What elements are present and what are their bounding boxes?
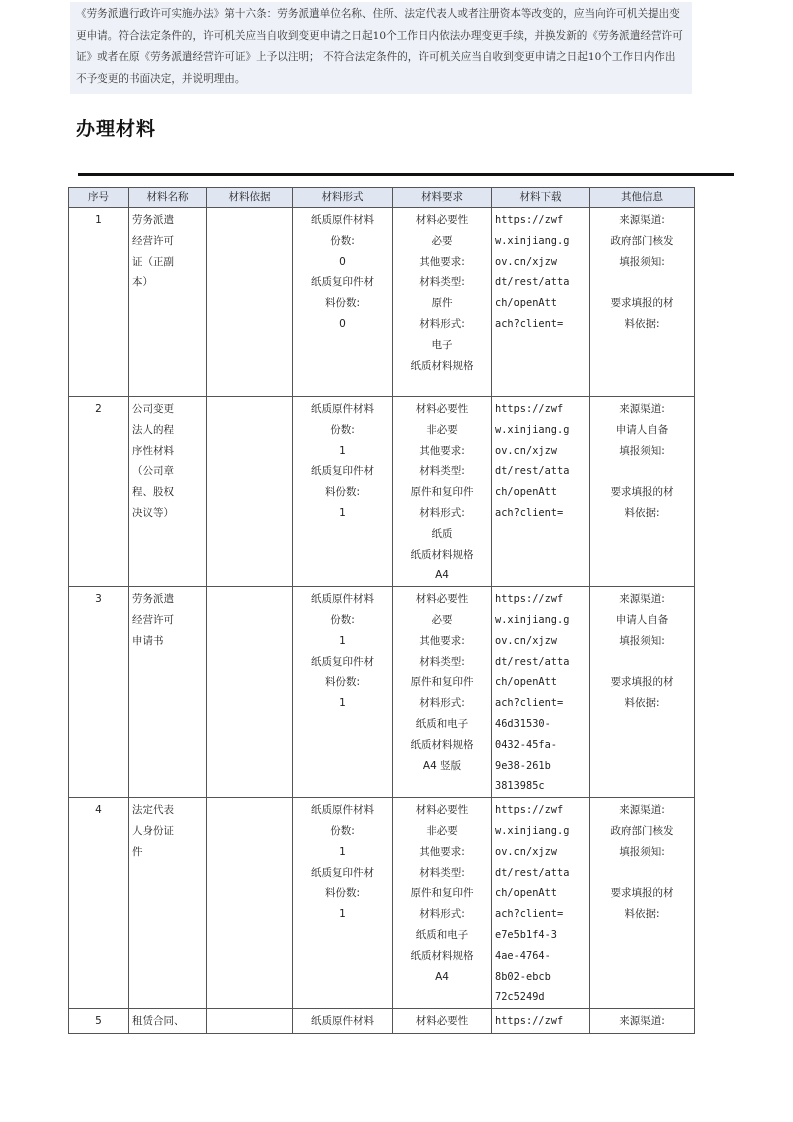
- row-requirement: 材料必要性: [393, 1009, 492, 1034]
- row-form: 纸质原件材料 份数: 1 纸质复印件材 料份数: 1: [293, 798, 393, 1009]
- row-requirement: 材料必要性 必要 其他要求: 材料类型: 原件 材料形式: 电子 纸质材料规格: [393, 208, 492, 397]
- header-form: 材料形式: [293, 188, 393, 208]
- row-other-info: 来源渠道: 申请人自备 填报须知: 要求填报的材 料依据:: [590, 587, 695, 798]
- row-seq: 2: [69, 397, 129, 587]
- header-download: 材料下载: [492, 188, 590, 208]
- table-row: [69, 208, 695, 397]
- row-material-name: 劳务派遣 经营许可 证（正副 本）: [129, 208, 207, 397]
- row-requirement: 材料必要性 非必要 其他要求: 材料类型: 原件和复印件 材料形式: 纸质和电子 纸质材料规格 A4: [393, 798, 492, 1009]
- header-other: 其他信息: [590, 188, 695, 208]
- row-material-name: 法定代表 人身份证 件: [129, 798, 207, 1009]
- row-material-name: 劳务派遣 经营许可 申请书: [129, 587, 207, 798]
- row-other-info: 来源渠道: 申请人自备 填报须知: 要求填报的材 料依据:: [590, 397, 695, 587]
- row-other-info: 来源渠道: 政府部门核发 填报须知: 要求填报的材 料依据:: [590, 798, 695, 1009]
- row-other-info: 来源渠道: 政府部门核发 填报须知: 要求填报的材 料依据:: [590, 208, 695, 397]
- header-name: 材料名称: [129, 188, 207, 208]
- row-download-link[interactable]: https://zwf w.xinjiang.g ov.cn/xjzw dt/rest/atta ch/openAtt ach?client= e7e5b1f4-3 4ae-4764- 8b02-ebcb 72c5249d: [492, 798, 590, 1009]
- row-form: 纸质原件材料 份数: 1 纸质复印件材 料份数: 1: [293, 587, 393, 798]
- row-basis: [207, 397, 293, 587]
- row-download-link[interactable]: https://zwf: [492, 1009, 590, 1034]
- row-basis: [207, 208, 293, 397]
- section-title: 办理材料: [76, 118, 157, 140]
- row-seq: 4: [69, 798, 129, 1009]
- table-row: [69, 798, 695, 1009]
- row-download-link[interactable]: https://zwf w.xinjiang.g ov.cn/xjzw dt/rest/atta ch/openAtt ach?client=: [492, 397, 590, 587]
- table-row: [69, 587, 695, 798]
- row-form: 纸质原件材料 份数: 0 纸质复印件材 料份数: 0: [293, 208, 393, 397]
- row-seq: 3: [69, 587, 129, 798]
- row-basis: [207, 1009, 293, 1034]
- legal-basis-text: 《劳务派遣行政许可实施办法》第十六条：劳务派遣单位名称、住所、法定代表人或者注册资本等改变的，应当向许可机关提出变更申请。符合法定条件的，许可机关应当自收到变更申请之日起10个工作日内依法办理变更手续，并换发新的《劳务派遣经营许可证》或者在原《劳务派遣经营许可证》上予以注明； 不符合法定条件的，许可机关应当自收到变更申请之日起10个工作日内作出不予变更的书面决定，并说明理由。: [70, 2, 692, 94]
- row-basis: [207, 587, 293, 798]
- row-other-info: 来源渠道:: [590, 1009, 695, 1034]
- row-seq: 5: [69, 1009, 129, 1034]
- table-row: [69, 397, 695, 587]
- section-divider: [78, 173, 734, 176]
- row-seq: 1: [69, 208, 129, 397]
- row-form: 纸质原件材料 份数: 1 纸质复印件材 料份数: 1: [293, 397, 393, 587]
- row-material-name: 租赁合同、: [129, 1009, 207, 1034]
- row-requirement: 材料必要性 非必要 其他要求: 材料类型: 原件和复印件 材料形式: 纸质 纸质材料规格 A4: [393, 397, 492, 587]
- table-row: [69, 1009, 695, 1034]
- row-download-link[interactable]: https://zwf w.xinjiang.g ov.cn/xjzw dt/rest/atta ch/openAtt ach?client= 46d31530- 0432-45fa- 9e38-261b 3813985c: [492, 587, 590, 798]
- row-requirement: 材料必要性 必要 其他要求: 材料类型: 原件和复印件 材料形式: 纸质和电子 纸质材料规格 A4 竖版: [393, 587, 492, 798]
- row-form: 纸质原件材料: [293, 1009, 393, 1034]
- table-header-row: [69, 188, 695, 208]
- row-basis: [207, 798, 293, 1009]
- row-material-name: 公司变更 法人的程 序性材料 （公司章 程、股权 决议等）: [129, 397, 207, 587]
- header-seq: 序号: [69, 188, 129, 208]
- materials-table: [68, 187, 695, 1034]
- header-requirement: 材料要求: [393, 188, 492, 208]
- header-basis: 材料依据: [207, 188, 293, 208]
- row-download-link[interactable]: https://zwf w.xinjiang.g ov.cn/xjzw dt/rest/atta ch/openAtt ach?client=: [492, 208, 590, 397]
